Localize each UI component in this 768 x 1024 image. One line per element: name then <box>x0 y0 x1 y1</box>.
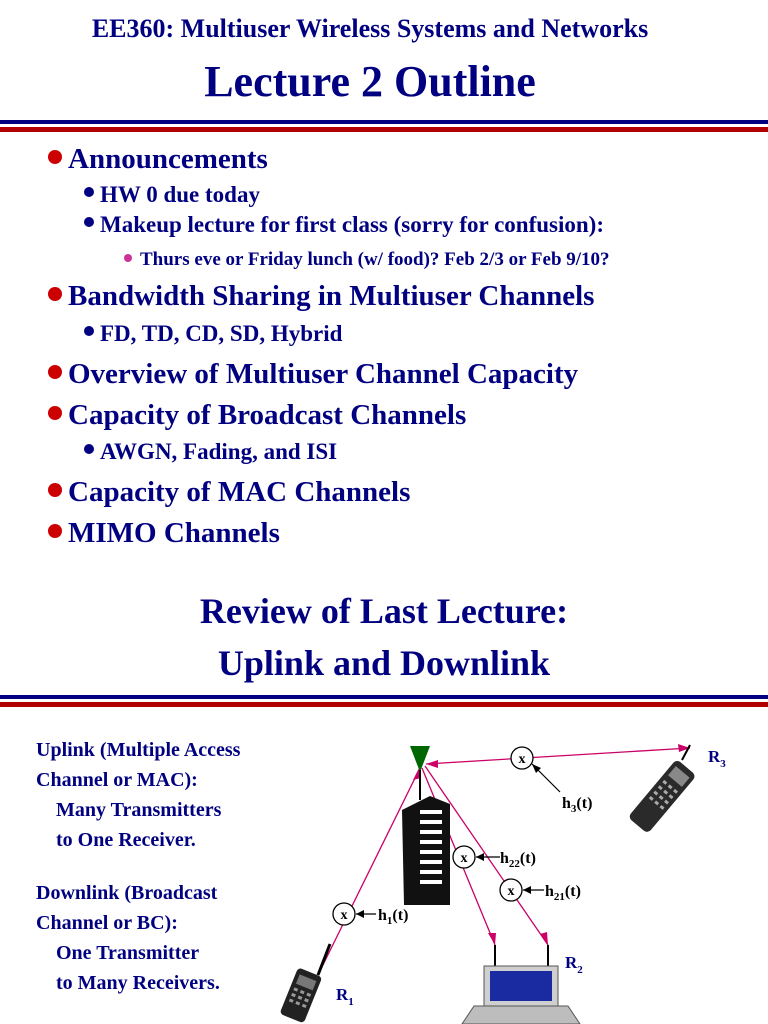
bullet-dot <box>84 444 94 454</box>
bullet-dot <box>48 287 62 301</box>
downlink-description: Downlink (Broadcast Channel or BC): One Transmitter to Many Receivers. <box>36 882 220 994</box>
bullet-dot <box>48 483 62 497</box>
label-h1: $h_1(t)$ <box>378 907 409 927</box>
bullet-dot <box>84 217 94 227</box>
divider-blue <box>0 120 768 124</box>
sub-bullet-fd: FD, TD, CD, SD, Hybrid <box>84 321 342 347</box>
bullet-dot <box>84 187 94 197</box>
handheld-radio-icon <box>280 944 330 1023</box>
bullet-announcements: Announcements <box>48 143 268 176</box>
bullet-dot <box>84 326 94 336</box>
review-title-line1: Review of Last Lecture: <box>199 591 569 631</box>
slide-title: Lecture 2 Outline <box>204 57 536 106</box>
label-r3: $R_3$ <box>708 747 726 770</box>
cell-phone-icon <box>628 745 697 834</box>
uplink-downlink-diagram <box>270 735 768 1024</box>
multiplier-h3 <box>511 747 533 769</box>
bullet-mimo: MIMO Channels <box>48 517 280 550</box>
svg-text:x: x <box>460 851 468 866</box>
sub-bullet-makeup: Makeup lecture for first class (sorry for confusion): <box>84 212 604 238</box>
label-r2: $R_2$ <box>565 953 583 976</box>
label-r1: $R_1$ <box>336 985 354 1008</box>
uplink-description: Uplink (Multiple Access Channel or MAC): Many Transmitters to One Receiver. <box>36 739 241 851</box>
bullet-dot <box>124 254 132 262</box>
bullet-dot <box>48 524 62 538</box>
svg-text:x: x <box>507 884 515 899</box>
label-h3: $h_3(t)$ <box>562 795 593 815</box>
multiplier-h1 <box>333 903 355 925</box>
sub-bullet-awgn: AWGN, Fading, and ISI <box>84 439 337 465</box>
label-h22: $h_{22}(t)$ <box>500 850 536 870</box>
bullet-dot <box>48 365 62 379</box>
bullet-mac: Capacity of MAC Channels <box>48 476 410 509</box>
svg-text:x: x <box>340 908 348 923</box>
bullet-broadcast: Capacity of Broadcast Channels <box>48 399 466 432</box>
sub-bullet-hw: HW 0 due today <box>84 182 260 208</box>
base-station-icon <box>402 746 450 905</box>
arrowheads <box>413 744 690 945</box>
divider-red-2 <box>0 702 768 707</box>
divider-blue-2 <box>0 695 768 699</box>
bullet-overview: Overview of Multiuser Channel Capacity <box>48 358 578 391</box>
multiplier-h22 <box>453 846 475 868</box>
bullet-dot <box>48 406 62 420</box>
review-title-line2: Uplink and Downlink <box>217 643 551 683</box>
label-h21: $h_{21}(t)$ <box>545 883 581 903</box>
bullet-dot <box>48 150 62 164</box>
bullet-bandwidth: Bandwidth Sharing in Multiuser Channels <box>48 280 594 313</box>
course-title: EE360: Multiuser Wireless Systems and Networks <box>91 14 649 43</box>
laptop-icon <box>462 945 580 1024</box>
divider-red <box>0 127 768 132</box>
svg-text:x: x <box>518 752 526 767</box>
sub-sub-bullet-times: Thurs eve or Friday lunch (w/ food)? Feb 2/3 or Feb 9/10? <box>124 249 610 271</box>
multiplier-h21 <box>500 879 522 901</box>
